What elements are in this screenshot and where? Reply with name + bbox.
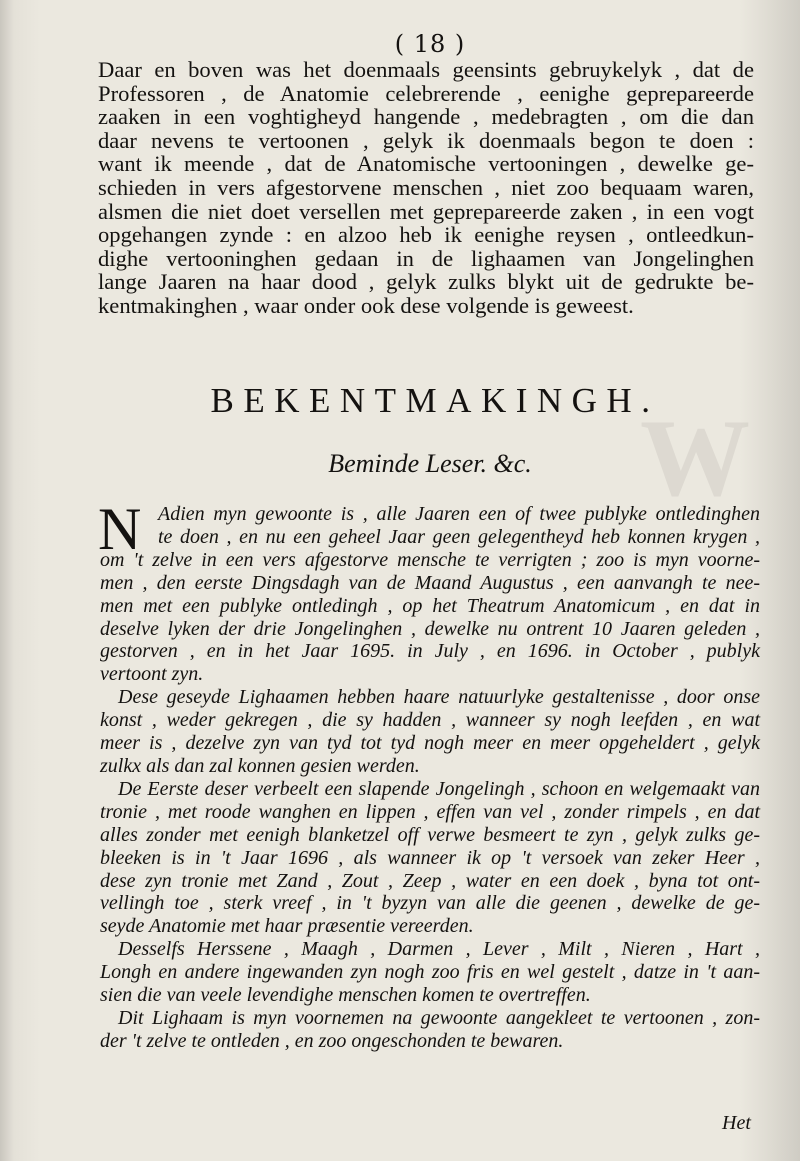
body-line: bleeken is in 't Jaar 1696 , als wanneer ik op 't versoek van zeker Heer , <box>100 846 760 869</box>
body-line: seyde Anatomie met haar præsentie vereerden. <box>100 915 474 938</box>
intro-line: opgehangen zynde : en alzoo heb ik eenighe reysen , ontleedkun- <box>98 222 754 248</box>
body-line: Adien myn gewoonte is , alle Jaaren een of twee publyke ontledinghen <box>158 503 760 525</box>
intro-line: daar nevens te vertoonen , gelyk ik doenmaals begon te doen : <box>98 127 754 153</box>
body-line: om 't zelve in een vers afgestorve mensche te verrigten ; zoo is myn voorne- <box>100 548 760 571</box>
body-line: men met een publyke ontledingh , op het Theatrum Anatomicum , en dat in <box>100 594 760 617</box>
intro-line: schieden in vers afgestorvene menschen , niet zoo bequaam waren, <box>98 174 754 200</box>
body-line: zulkx als dan zal konnen gesien werden. <box>100 754 420 777</box>
body-line: Dit Lighaam is myn voornemen na gewoonte aangekleet te vertoonen , zon- <box>118 1006 760 1029</box>
body-line: De Eerste deser verbeelt een slapende Jongelingh , schoon en welgemaakt van <box>118 777 760 800</box>
page-number: ( 18 ) <box>394 30 466 58</box>
drop-cap: N <box>98 496 142 562</box>
body-line: dese zyn tronie met Zand , Zout , Zeep , water en een doek , byna tot ont- <box>100 869 760 892</box>
body-line: Desselfs Herssene , Maagh , Darmen , Lever , Milt , Nieren , Hart , <box>118 938 760 961</box>
intro-line: dighe vertooninghen gedaan in de lighaamen van Jongelinghen <box>98 245 754 271</box>
body-line: sien die van veele levendighe menschen komen te overtreffen. <box>100 984 591 1007</box>
body-line: te doen , en nu een geheel Jaar geen gelegentheyd heb konnen krygen , <box>158 525 760 548</box>
intro-line: alsmen die niet doet versellen met geprepareerde zaken , in een vogt <box>98 198 754 224</box>
intro-line: kentmakinghen , waar onder ook dese volgende is geweest. <box>98 292 634 318</box>
body-line: tronie , met roode wanghen en lippen , effen van vel , zonder rimpels , en dat <box>100 800 760 823</box>
section-heading: BEKENTMAKINGH. <box>210 381 660 420</box>
intro-paragraph <box>98 58 754 318</box>
body-line: alles zonder met eenigh blanketzel off verwe besmeert te zyn , gelyk zulks ge- <box>100 823 760 846</box>
body-line: men , den eerste Dingsdagh van de Maand Augustus , een aanvangh te nee- <box>100 571 760 594</box>
intro-line: lange Jaaren na haar dood , gelyk zulks blykt uit de gedrukte be- <box>98 269 754 295</box>
show-through-letter: W <box>640 397 750 519</box>
body-line: Longh en andere ingewanden zyn nogh zoo fris en wel gestelt , datze in 't aan- <box>100 961 760 984</box>
intro-line: Daar en boven was het doenmaals geensints gebruykelyk , dat de <box>98 57 754 82</box>
intro-line: Professoren , de Anatomie celebrerende , eenighe geprepareerde <box>98 80 754 106</box>
body-line: der 't zelve te ontleden , en zoo ongeschonden te bewaren. <box>100 1029 564 1052</box>
intro-line: zaaken in een voghtigheyd hangende , medebragten , om die dan <box>98 104 754 130</box>
body-line: vellingh toe , sterk vreef , in 't byzyn van alle die geenen , dewelke de ge- <box>100 892 760 915</box>
salutation: Beminde Leser. &c. <box>328 449 532 478</box>
catchword: Het <box>722 1112 751 1134</box>
body-line: meer is , dezelve zyn van tyd tot tyd nogh meer en meer opgeheldert , gelyk <box>100 732 760 755</box>
body-line: gestorven , en in het Jaar 1695. in July , en 1696. in October , publyk <box>100 640 760 663</box>
body-line: vertoont zyn. <box>100 663 204 686</box>
body-line: Dese geseyde Lighaamen hebben haare natuurlyke gestaltenisse , door onse <box>118 686 760 709</box>
announcement-text <box>98 496 760 1053</box>
intro-line: want ik meende , dat de Anatomische vertooningen , dewelke ge- <box>98 151 754 177</box>
body-line: deselve lyken der drie Jongelinghen , dewelke nu ontrent 10 Jaaren geleden , <box>100 617 760 640</box>
body-line: konst , weder gekregen , die sy hadden , wanneer sy nogh leefden , en wat <box>100 709 760 732</box>
